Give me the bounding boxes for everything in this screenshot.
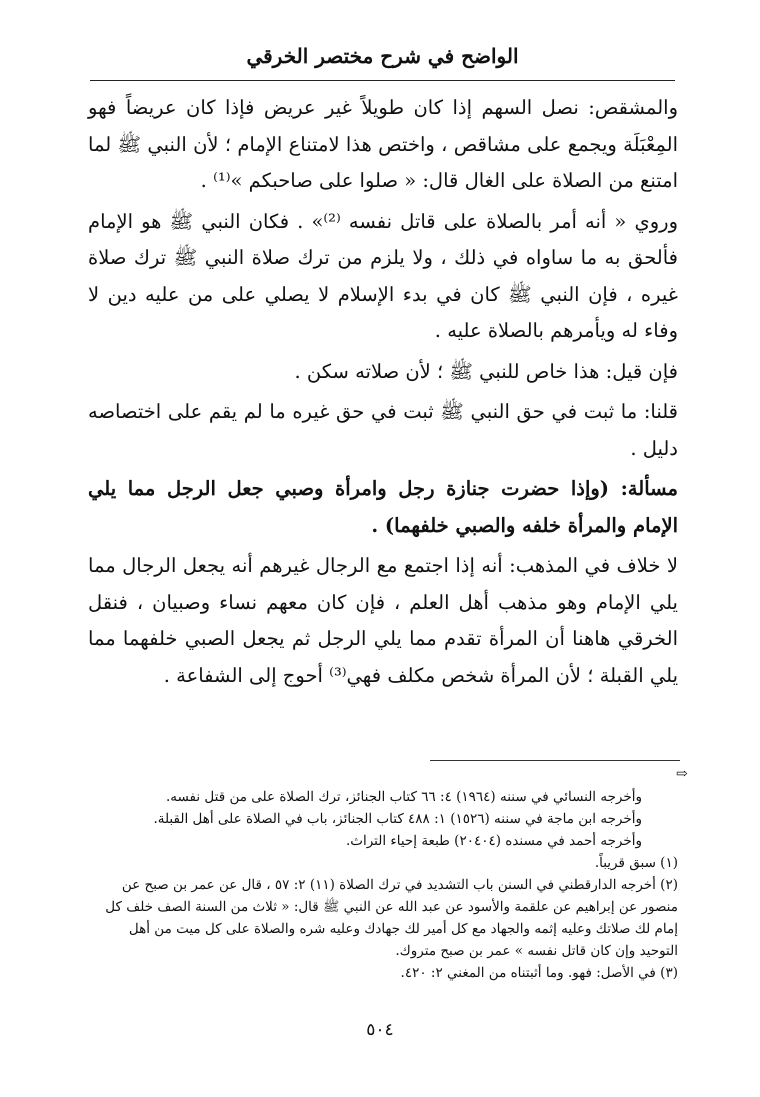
masala-paragraph	[88, 471, 678, 544]
paragraph-5: لا خلاف في المذهب: أنه إذا اجتمع مع الرجال غيرهم أنه يجعل الرجال مما يلي الإمام وهو مذهب أهل العلم ، فإن كان معهم نساء وصبيان ، فنقل الخرقي هاهنا أن المرأة تقدم مما يلي الرجل ثم يجعل الصبي خلفهما مما يلي القبلة ؛ لأن المرأة شخص مكلف فهي⁽³⁾ أحوج إلى الشفاعة .	[88, 554, 678, 687]
paragraph-4: قلنا: ما ثبت في حق النبي ﷺ ثبت في حق غيره ما لم يقم على اختصاصه دليل .	[88, 400, 678, 460]
main-text	[88, 90, 678, 694]
page-number: ٥٠٤	[366, 1020, 394, 1040]
footnote-rule	[430, 760, 680, 761]
footnote-continued-3: وأخرجه أحمد في مسنده (٢٠٤٠٤) طبعة إحياء التراث.	[345, 833, 642, 849]
footnotes	[88, 786, 678, 984]
footnote-1: (١) سبق قريباً.	[594, 855, 678, 871]
continuation-arrow-icon: ⇨	[676, 766, 688, 782]
masala-label: مسألة:	[620, 477, 678, 500]
footnote-2: (٢) أخرجه الدارقطني في السنن باب التشديد في ترك الصلاة (١١) ٢: ٥٧ ، قال عن عمر بن صبح عن منصور عن إبراهيم عن علقمة والأسود عن عبد الله عن النبي ﷺ قال: « ثلاث من السنة الصف خلف كل إمام لك صلاتك وعليه إثمه والجهاد مع كل أمير لك جهادك وعليه شره والصلاة على كل ميت من أهل التوحيد وإن كان قاتل نفسه » عمر بن صبح متروك.	[105, 877, 678, 959]
paragraph-1: والمشقص: نصل السهم إذا كان طويلاً غير عريض فإذا كان عريضاً فهو المِعْبَلَة ويجمع على مشاقص ، واختص هذا لامتناع الإمام ؛ لأن النبي ﷺ لما امتنع من الصلاة على الغال قال: « صلوا على صاحبكم »⁽¹⁾ .	[88, 96, 678, 192]
running-header: الواضح في شرح مختصر الخرقي	[246, 44, 519, 68]
footnote-continued-1: وأخرجه النسائي في سننه (١٩٦٤) ٤: ٦٦ كتاب الجنائز، ترك الصلاة على من قتل نفسه.	[165, 789, 642, 805]
paragraph-2: وروي « أنه أمر بالصلاة على قاتل نفسه ⁽²⁾» . فكان النبي ﷺ هو الإمام فألحق به ما ساواه في ذلك ، ولا يلزم من ترك صلاة النبي ﷺ ترك صلاة غيره ، فإن النبي ﷺ كان في بدء الإسلام لا يصلي على من عليه دين لا وفاء له ويأمرهم بالصلاة عليه .	[88, 209, 678, 342]
footnote-3: (٣) في الأصل: فهو. وما أثبتناه من المغني ٢: ٤٢٠.	[400, 965, 678, 981]
masala-text: (وإذا حضرت جنازة رجل وامرأة وصبي جعل الرجل مما يلي الإمام والمرأة خلفه والصبي خلفهما) .	[88, 477, 678, 537]
footnote-continued-2: وأخرجه ابن ماجة في سننه (١٥٢٦) ١: ٤٨٨ كتاب الجنائز، باب في الصلاة على أهل القبلة.	[153, 811, 642, 827]
header-rule	[90, 80, 675, 81]
paragraph-3: فإن قيل: هذا خاص للنبي ﷺ ؛ لأن صلاته سكن .	[294, 359, 678, 383]
